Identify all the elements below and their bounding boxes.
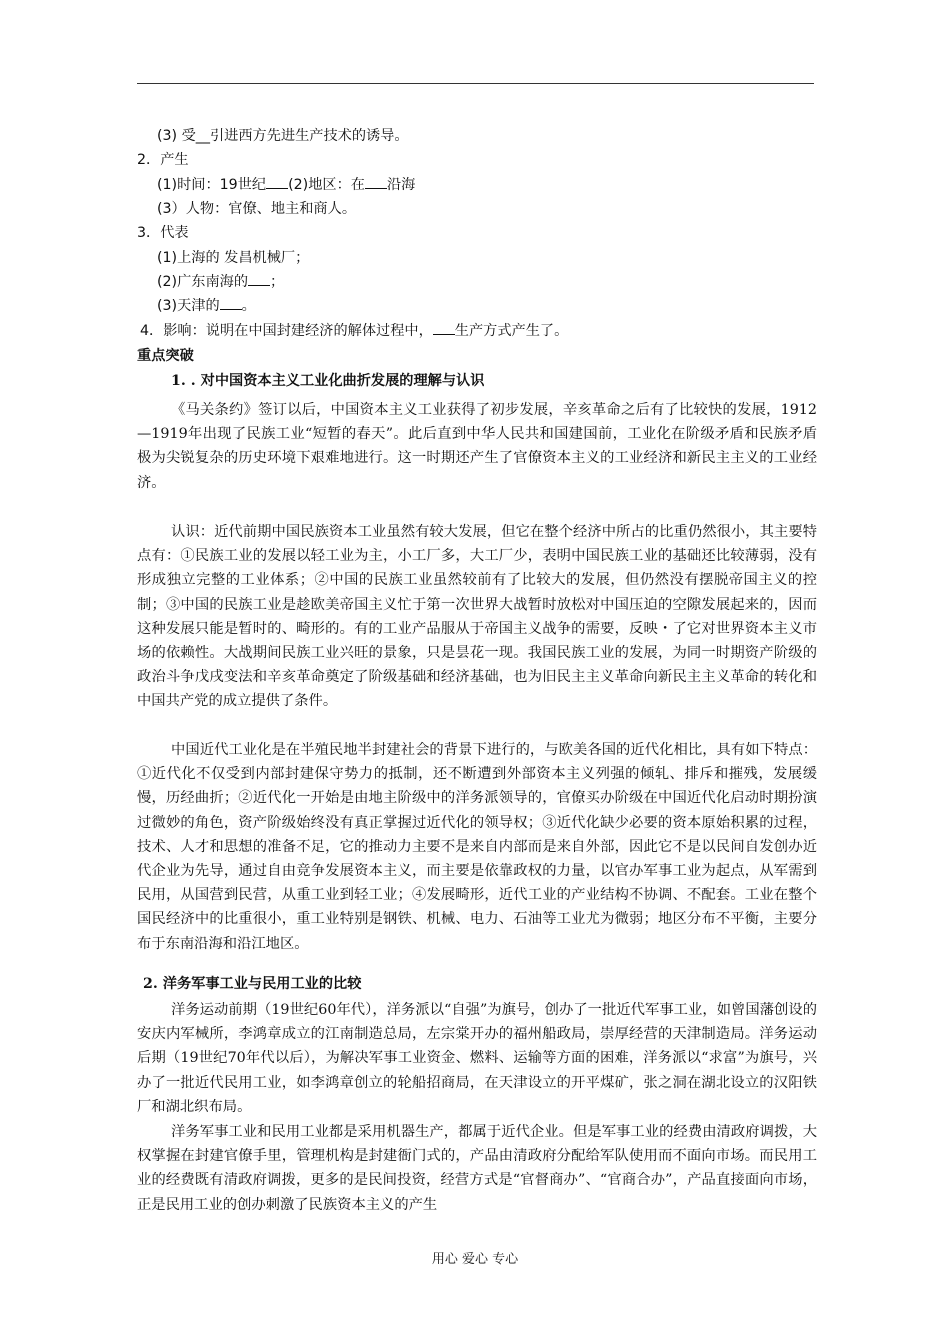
line-guangdong bbox=[137, 270, 817, 294]
line-shanghai: (1)上海的 发昌机械厂； bbox=[157, 250, 310, 266]
influence-suffix: 生产方式产生了。 bbox=[454, 323, 569, 339]
influence-blank bbox=[433, 321, 455, 335]
heading-1: 1. . 对中国资本主义工业化曲折发展的理解与认识 bbox=[171, 373, 485, 389]
paragraph-1: 《马关条约》签订以后，中国资本主义工业获得了初步发展，辛亥革命之后有了比较快的发展，1912—1919年出现了民族工业“短暂的春天”。此后直到中华人民共和国建国前，工业化在阶级矛盾和民族矛盾极为尖锐复杂的历史环境下艰难地进行。这一时期还产生了官僚资本主义的工业经济和新民主主义的工业经济。 bbox=[137, 402, 817, 491]
time-label: (1)时间：19世纪 bbox=[157, 177, 267, 193]
region-label: (2)地区：在 bbox=[288, 177, 365, 193]
line-tianjin bbox=[137, 294, 817, 318]
guangdong-blank bbox=[248, 272, 270, 286]
line-people: (3）人物：官僚、地主和商人。 bbox=[157, 201, 357, 217]
line-influence bbox=[137, 319, 820, 343]
guangdong-label: (2)广东南海的 bbox=[157, 274, 249, 290]
heading-2: 2. 洋务军事工业与民用工业的比较 bbox=[143, 976, 362, 992]
guangdong-suffix: ； bbox=[270, 274, 285, 290]
paragraph-2: 认识：近代前期中国民族资本工业虽然有较大发展，但它在整个经济中所占的比重仍然很小，其主要特点有：①民族工业的发展以轻工业为主，小工厂多，大工厂少，表明中国民族工业的基础还比较薄弱，没有形成独立完整的工业体系；②中国的民族工业虽然较前有了比较大的发展，但仍然没有摆脱帝国主义的控制；③中国的民族工业是趁欧美帝国主义忙于第一次世界大战暂时放松对中国压迫的空隙发展起来的，因而这种发展只能是暂时的、畸形的。有的工业产品服从于帝国主义战争的需要，反映・了它对世界资本主义市场的依赖性。大战期间民族工业兴旺的景象，只是昙花一现。我国民族工业的发展，为同一时期资产阶级的政治斗争戊戌变法和辛亥革命奠定了阶级基础和经济基础，也为旧民主主义革命向新民主主义革命的转化和中国共产党的成立提供了条件。 bbox=[137, 524, 817, 710]
tianjin-label: (3)天津的 bbox=[157, 298, 220, 314]
paragraph-3: 中国近代工业化是在半殖民地半封建社会的背景下进行的，与欧美各国的近代化相比，具有如下特点：①近代化不仅受到内部封建保守势力的抵制，还不断遭到外部资本主义列强的倾轧、排斥和摧残，发展缓慢，历经曲折；②近代化一开始是由地主阶级中的洋务派领导的，官僚买办阶级在中国近代化启动时期扮演过微妙的角色，资产阶级始终没有真正掌握过近代化的领导权；③近代化缺少必要的资本原始积累的过程，技术、人才和思想的准备不足，它的推动力主要不是来自内部而是来自外部，因此它不是以民间自发创办近代企业为先导，通过自由竞争发展资本主义，而主要是依靠政权的力量，以官办军事工业为起点，从军需到民用，从国营到民营，从重工业到轻工业；④发展畸形，近代工业的产业结构不协调、不配套。工业在整个国民经济中的比重很小，重工业特别是钢铁、机械、电力、石油等工业尤为微弱；地区分布不平衡，主要分布于东南沿海和沿江地区。 bbox=[137, 742, 817, 952]
page-footer: 用心 爱心 专心 bbox=[431, 1252, 519, 1267]
influence-label: 4．影响：说明在中国封建经济的解体过程中， bbox=[140, 323, 433, 339]
header-rule bbox=[137, 83, 814, 84]
time-blank bbox=[266, 175, 288, 189]
region-blank bbox=[365, 175, 387, 189]
line-origin-heading: 2．产生 bbox=[137, 152, 189, 168]
tianjin-blank bbox=[220, 296, 242, 310]
paragraph-4: 洋务运动前期（19世纪60年代），洋务派以“自强”为旗号，创办了一批近代军事工业，如曾国藩创设的安庆内军械所，李鸿章成立的江南制造总局，左宗棠开办的福州船政局，崇厚经营的天津制造局。洋务运动后期（19世纪70年代以后），为解决军事工业资金、燃料、运输等方面的困难，洋务派以“求富”为旗号，兴办了一批近代民用工业，如李鸿章创立的轮船招商局，在天津设立的开平煤矿，张之洞在湖北设立的汉阳铁厂和湖北织布局。 bbox=[137, 1002, 817, 1115]
section-title: 重点突破 bbox=[137, 348, 194, 364]
paragraph-5: 洋务军事工业和民用工业都是采用机器生产，都属于近代企业。但是军事工业的经费由清政府调拨，大权掌握在封建官僚手里，管理机构是封建衙门式的，产品由清政府分配给军队使用而不面向市场。而民用工业的经费既有清政府调拨，更多的是民间投资，经营方式是“官督商办”、“官商合办”，产品直接面向市场，正是民用工业的创办刺激了民族资本主义的产生 bbox=[137, 1124, 817, 1213]
line-inducement: (3) 受__引进西方先进生产技术的诱导。 bbox=[157, 128, 409, 144]
region-suffix: 沿海 bbox=[386, 177, 416, 193]
tianjin-suffix: 。 bbox=[241, 298, 256, 314]
line-representatives-heading: 3．代表 bbox=[137, 225, 189, 241]
line-time-region bbox=[137, 173, 817, 197]
